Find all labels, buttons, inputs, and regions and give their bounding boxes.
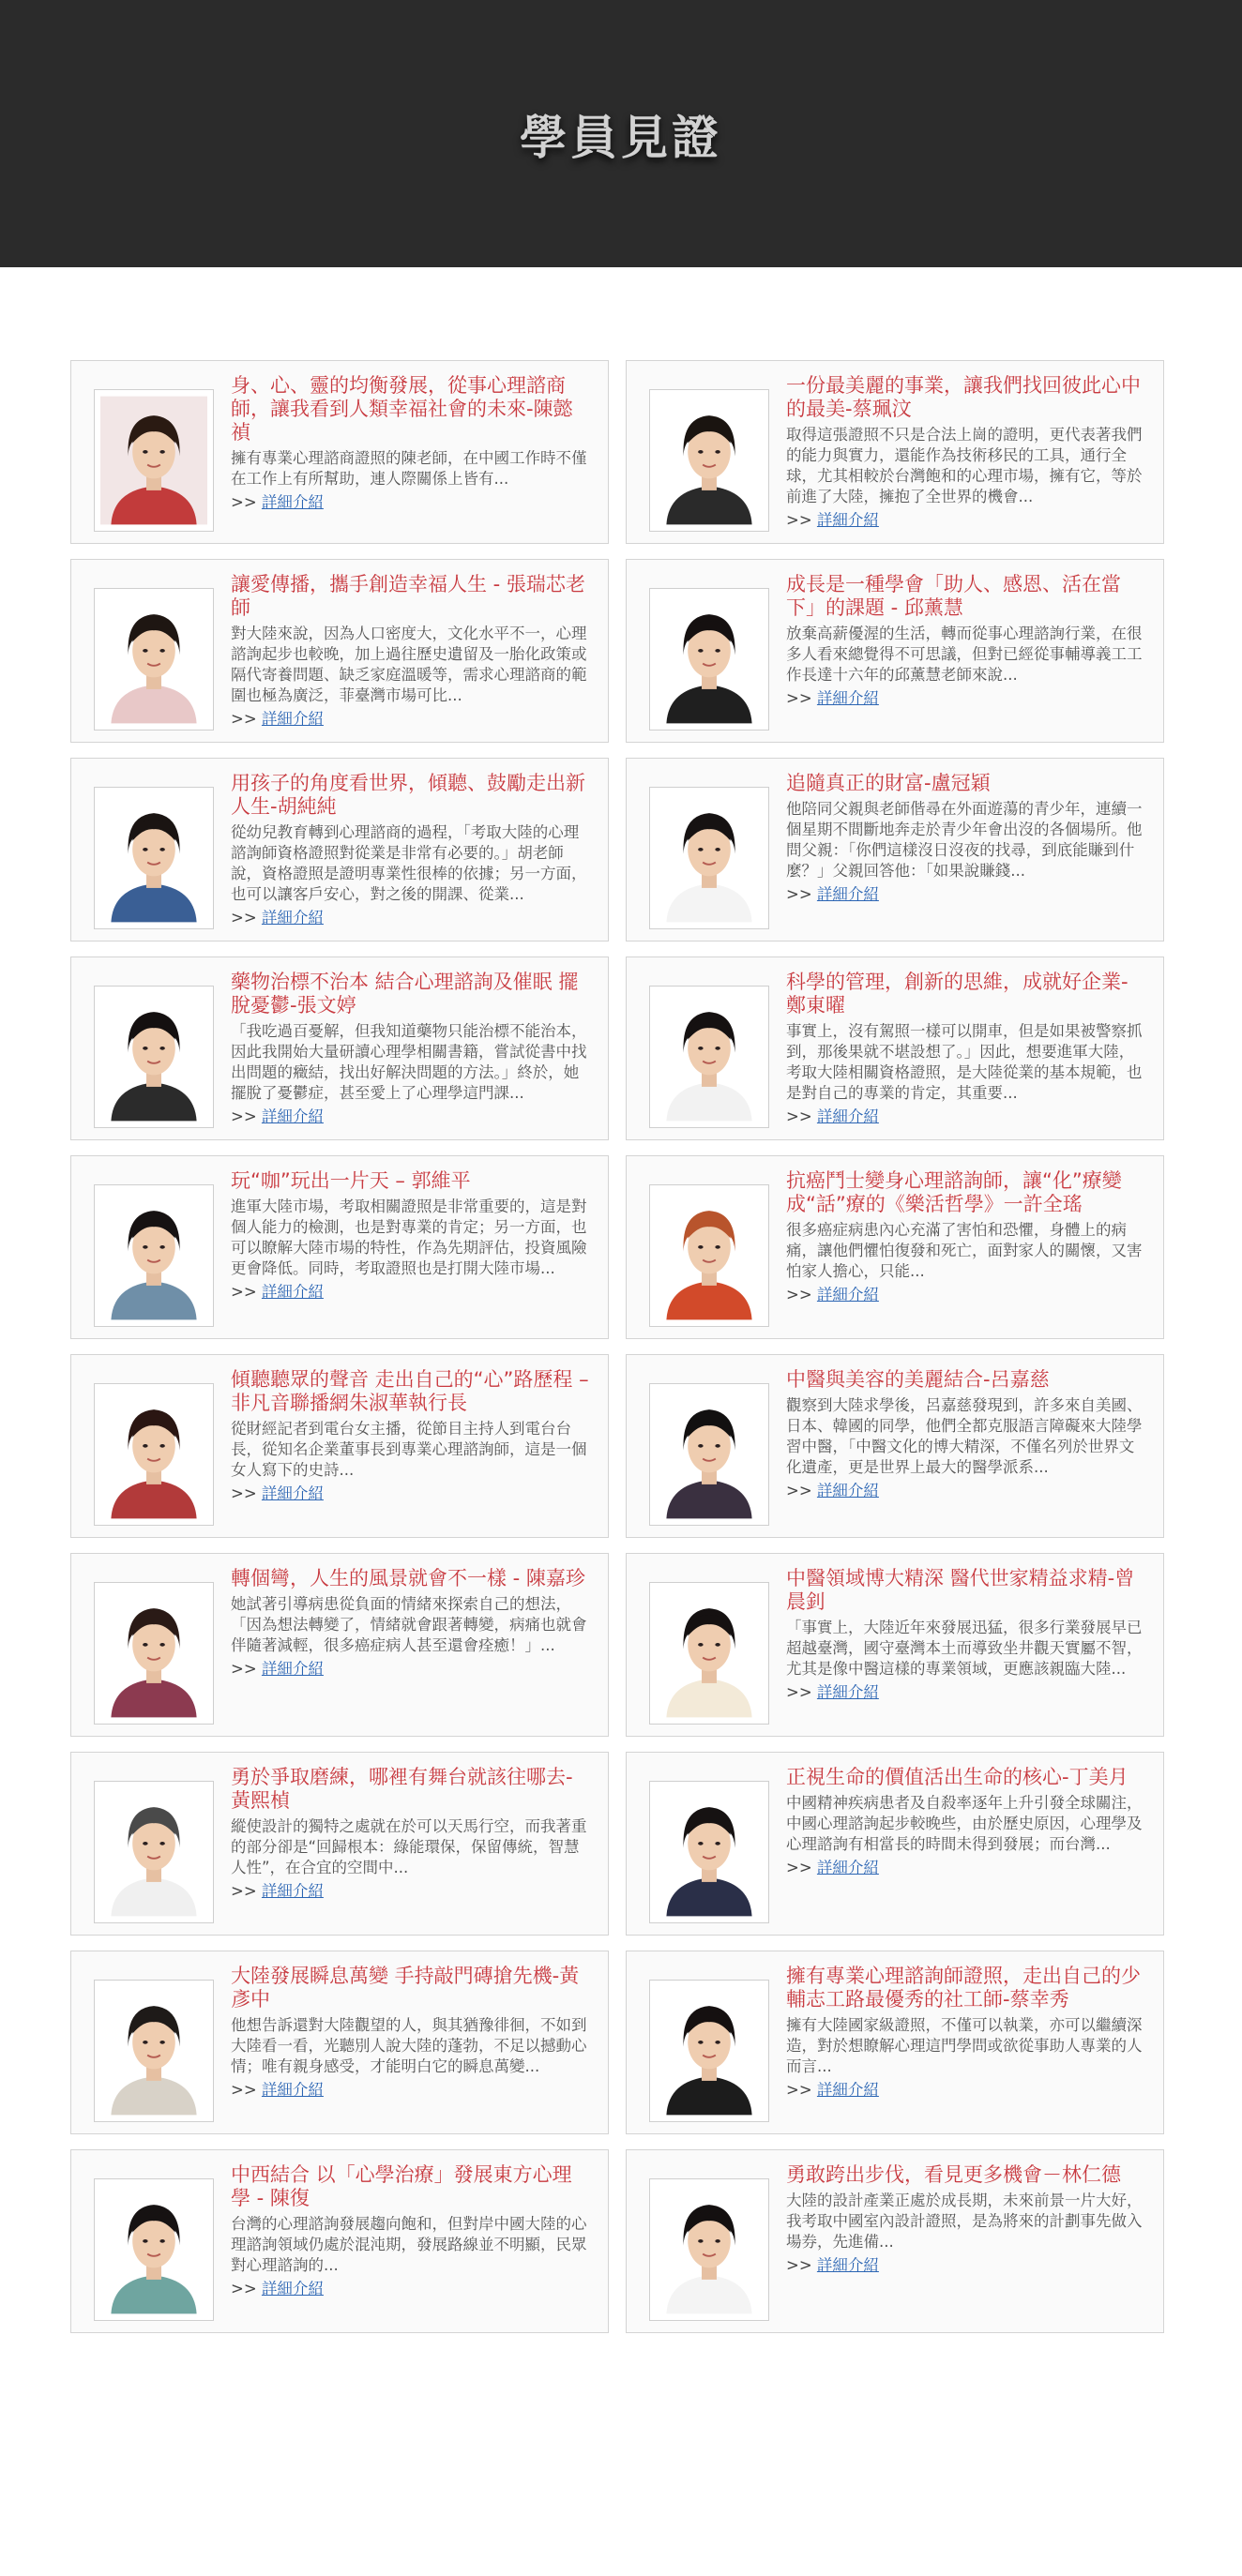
portrait-image: [656, 1390, 763, 1519]
page-banner: [0, 0, 1242, 267]
testimonial-title[interactable]: 大陸發展瞬息萬變 手持敲門磚搶先機-黃彥中: [231, 1965, 580, 2011]
portrait-image: [100, 793, 207, 923]
page-title: 學員見證: [520, 110, 722, 165]
portrait-image: [656, 793, 763, 923]
details-link[interactable]: 詳細介紹: [816, 511, 879, 529]
testimonial-info: [786, 1368, 1154, 1502]
more-arrow: >>: [231, 2081, 262, 2099]
more-arrow: >>: [786, 689, 817, 707]
more-row: [786, 1106, 1146, 1128]
testimonial-summary: 中國精神疾病患者及自殺率逐年上升引發全球關注，中國心理諮詢起步較晚些，由於歷史原因，心理學及心理諮詢有相當長的時間未得到發展；而台灣...: [786, 1794, 1143, 1853]
more-row: [786, 509, 1146, 532]
portrait-frame[interactable]: [649, 1582, 769, 1725]
testimonial-summary: 大陸的設計產業正處於成長期，未來前景一片大好，我考取中國室內設計證照，是為將來的計劃事先做入場券，先進備...: [786, 2192, 1143, 2251]
testimonial-summary: 事實上，沒有駕照一樣可以開車，但是如果被警察抓到，那後果就不堪設想了。」因此，想要進軍大陸，考取大陸相關資格證照，是大陸從業的基本規範，也是對自己的專業的肯定，其重要...: [786, 1022, 1143, 1102]
testimonial-title[interactable]: 擁有專業心理諮詢師證照，走出自己的少輔志工路最優秀的社工師-蔡幸秀: [786, 1965, 1141, 2011]
testimonial-info: [786, 1965, 1154, 2101]
portrait-image: [100, 2185, 207, 2314]
testimonial-card: [626, 1752, 1164, 1936]
testimonial-info: [231, 772, 598, 929]
testimonial-info: [231, 374, 598, 514]
testimonial-summary: 「事實上，大陸近年來發展迅猛，很多行業發展早已超越臺灣，國守臺灣本土而導致坐井觀天實屬不智，尤其是像中醫這樣的專業領域，更應該親臨大陸...: [786, 1619, 1143, 1678]
more-arrow: >>: [231, 2280, 262, 2297]
portrait-frame[interactable]: [94, 588, 214, 731]
details-link[interactable]: 詳細介紹: [261, 1882, 324, 1900]
testimonial-title[interactable]: 科學的管理，創新的思維，成就好企業-鄭東曜: [786, 971, 1128, 1017]
testimonial-card: [70, 1553, 609, 1737]
testimonial-card: [70, 1951, 609, 2134]
more-row: [231, 491, 591, 514]
portrait-frame[interactable]: [649, 1383, 769, 1526]
testimonial-card: [626, 1354, 1164, 1538]
testimonial-title[interactable]: 中西結合 以「心學治療」發展東方心理學 - 陳復: [231, 2163, 572, 2209]
testimonial-summary: 他陪同父親與老師偕尋在外面遊蕩的青少年，連續一個星期不間斷地奔走於青少年會出沒的各個場所。他問父親：「你們這樣沒日沒夜的找尋，到底能賺到什麼？」父親回答他：「如果說賺錢...: [786, 800, 1143, 880]
portrait-frame[interactable]: [649, 588, 769, 731]
testimonial-info: [231, 1766, 598, 1903]
testimonial-summary: 縱使設計的獨特之處就在於可以天馬行空，而我著重的部分卻是“回歸根本：綠能環保，保留傳統，智慧人性”，在合宜的空間中...: [231, 1817, 587, 1876]
testimonial-info: [786, 2163, 1154, 2277]
testimonial-title[interactable]: 玩“咖”玩出一片天 – 郭維平: [231, 1169, 471, 1192]
testimonial-summary: 擁有大陸國家級證照，不僅可以執業，亦可以繼續深造，對於想瞭解心理這門學問或欲從事助人專業的人而言...: [786, 2016, 1143, 2075]
more-row: [231, 1106, 591, 1128]
testimonial-title[interactable]: 勇敢跨出步伐，看見更多機會－林仁德: [786, 2163, 1121, 2186]
testimonial-info: [231, 573, 598, 731]
testimonial-info: [231, 971, 598, 1128]
testimonial-title[interactable]: 抗癌鬥士變身心理諮詢師，讓“化”療變成“話”療的《樂活哲學》一許全瑤: [786, 1169, 1122, 1215]
more-row: [786, 1681, 1146, 1704]
testimonial-card: [626, 2149, 1164, 2333]
testimonial-card: [70, 1155, 609, 1339]
testimonial-title[interactable]: 藥物治標不治本 結合心理諮詢及催眠 擺脫憂鬱-張文婷: [231, 971, 579, 1017]
more-arrow: >>: [786, 1107, 817, 1125]
testimonial-info: [786, 374, 1154, 532]
portrait-frame[interactable]: [94, 1184, 214, 1327]
more-arrow: >>: [786, 1286, 817, 1303]
portrait-image: [656, 595, 763, 724]
portrait-image: [656, 1787, 763, 1917]
details-link[interactable]: 詳細介紹: [261, 2280, 324, 2297]
portrait-frame[interactable]: [94, 1582, 214, 1725]
testimonial-info: [786, 1766, 1154, 1879]
details-link[interactable]: 詳細介紹: [261, 1107, 324, 1125]
details-link[interactable]: 詳細介紹: [261, 1484, 324, 1502]
more-arrow: >>: [786, 511, 817, 529]
testimonial-info: [786, 971, 1154, 1128]
testimonial-info: [231, 1567, 598, 1680]
more-row: [231, 1880, 591, 1903]
more-row: [786, 1284, 1146, 1306]
portrait-image: [100, 992, 207, 1122]
portrait-frame[interactable]: [649, 1980, 769, 2122]
testimonial-title[interactable]: 用孩子的角度看世界，傾聽、鼓勵走出新人生-胡純純: [231, 772, 585, 818]
more-arrow: >>: [231, 909, 262, 926]
more-arrow: >>: [786, 1859, 817, 1876]
testimonial-title[interactable]: 身、心、靈的均衡發展，從事心理諮商師，讓我看到人類幸福社會的未來-陳懿禎: [231, 374, 573, 444]
testimonial-title[interactable]: 正視生命的價值活出生命的核心-丁美月: [786, 1766, 1128, 1788]
testimonial-summary: 從幼兒教育轉到心理諮商的過程，「考取大陸的心理諮詢師資格證照對從業是非常有必要的。」胡老師說，資格證照是證明專業性很棒的依據；另一方面，也可以讓客戶安心，對之後的開課、從業...: [231, 823, 587, 903]
more-row: [786, 2254, 1146, 2277]
portrait-frame[interactable]: [94, 389, 214, 532]
more-arrow: >>: [786, 2256, 817, 2274]
portrait-image: [656, 992, 763, 1122]
portrait-image: [100, 595, 207, 724]
details-link[interactable]: 詳細介紹: [816, 885, 879, 903]
testimonial-summary: 從財經記者到電台女主播，從節目主持人到電台台長，從知名企業董事長到專業心理諮詢師，這是一個女人寫下的史詩...: [231, 1420, 587, 1479]
testimonial-info: [786, 772, 1154, 906]
details-link[interactable]: 詳細介紹: [816, 1482, 879, 1499]
testimonial-title[interactable]: 追隨真正的財富-盧冠穎: [786, 772, 991, 794]
details-link[interactable]: 詳細介紹: [816, 1683, 879, 1701]
more-arrow: >>: [231, 1484, 262, 1502]
more-arrow: >>: [231, 1660, 262, 1678]
testimonial-title[interactable]: 讓愛傳播，攜手創造幸福人生 - 張瑞芯老師: [231, 573, 585, 619]
details-link[interactable]: 詳細介紹: [816, 1859, 879, 1876]
portrait-frame[interactable]: [94, 986, 214, 1128]
testimonial-grid: [70, 360, 1164, 2348]
more-row: [231, 708, 591, 731]
portrait-image: [656, 396, 763, 525]
details-link[interactable]: 詳細介紹: [816, 1286, 879, 1303]
portrait-frame[interactable]: [94, 787, 214, 929]
more-row: [786, 1857, 1146, 1879]
portrait-frame[interactable]: [94, 2178, 214, 2321]
portrait-image: [656, 1191, 763, 1320]
testimonial-summary: 很多癌症病患內心充滿了害怕和恐懼，身體上的病痛，讓他們懼怕復發和死亡，面對家人的關懷，又害怕家人擔心，只能...: [786, 1221, 1143, 1280]
testimonial-card: [626, 758, 1164, 942]
more-row: [231, 2278, 591, 2300]
details-link[interactable]: 詳細介紹: [261, 1660, 324, 1678]
testimonial-summary: 擁有專業心理諮商證照的陳老師，在中國工作時不僅在工作上有所幫助，連人際關係上皆有...: [231, 449, 587, 488]
details-link[interactable]: 詳細介紹: [261, 710, 324, 728]
testimonial-title[interactable]: 傾聽聽眾的聲音 走出自己的“心”路歷程 – 非凡音聯播網朱淑華執行長: [231, 1368, 589, 1414]
more-arrow: >>: [786, 1683, 817, 1701]
testimonial-card: [626, 1951, 1164, 2134]
portrait-image: [100, 1589, 207, 1718]
testimonial-title[interactable]: 中醫領域博大精深 醫代世家精益求精-曾晨釗: [786, 1567, 1135, 1613]
details-link[interactable]: 詳細介紹: [816, 2256, 879, 2274]
more-row: [786, 2079, 1146, 2101]
testimonial-info: [231, 2163, 598, 2300]
details-link[interactable]: 詳細介紹: [261, 909, 324, 926]
portrait-frame[interactable]: [94, 1383, 214, 1526]
testimonial-card: [626, 360, 1164, 544]
testimonial-info: [231, 1368, 598, 1505]
portrait-frame[interactable]: [649, 389, 769, 532]
testimonial-card: [626, 1553, 1164, 1737]
portrait-frame[interactable]: [649, 1184, 769, 1327]
testimonial-card: [626, 1155, 1164, 1339]
portrait-image: [100, 396, 207, 525]
more-row: [786, 883, 1146, 906]
testimonial-title[interactable]: 成長是一種學會「助人、感恩、活在當下」的課題 - 邱薰慧: [786, 573, 1121, 619]
testimonial-summary: 取得這張證照不只是合法上崗的證明，更代表著我們的能力與實力，還能作為技術移民的工具，通行全球，尤其相較於台灣飽和的心理市場，擁有它，等於前進了大陸，擁抱了全世界的機會...: [786, 426, 1143, 505]
portrait-image: [656, 1589, 763, 1718]
testimonial-card: [70, 1354, 609, 1538]
testimonial-card: [70, 758, 609, 942]
testimonial-info: [231, 1965, 598, 2101]
details-link[interactable]: 詳細介紹: [816, 2081, 879, 2099]
testimonial-summary: 觀察到大陸求學後，呂嘉慈發現到，許多來自美國、日本、韓國的同學，他們全都克服語言障礙來大陸學習中醫，「中醫文化的博大精深，不僅名列於世界文化遺產，更是世界上最大的醫學派系...: [786, 1396, 1143, 1476]
testimonial-summary: 「我吃過百憂解，但我知道藥物只能治標不能治本，因此我開始大量研讀心理學相關書籍，嘗試從書中找出問題的癥結，找出好解決問題的方法。」終於，她擺脫了憂鬱症，甚至愛上了心理學這門課...: [231, 1022, 587, 1102]
portrait-frame[interactable]: [649, 787, 769, 929]
testimonial-card: [70, 559, 609, 743]
more-arrow: >>: [786, 1482, 817, 1499]
testimonial-info: [786, 1567, 1154, 1704]
more-row: [231, 907, 591, 929]
testimonial-info: [231, 1169, 598, 1303]
more-row: [231, 1281, 591, 1303]
portrait-frame[interactable]: [649, 986, 769, 1128]
more-row: [231, 1483, 591, 1505]
portrait-image: [100, 1986, 207, 2116]
more-row: [786, 1480, 1146, 1502]
portrait-image: [100, 1191, 207, 1320]
testimonial-info: [786, 1169, 1154, 1306]
more-arrow: >>: [786, 2081, 817, 2099]
testimonial-card: [70, 2149, 609, 2333]
more-arrow: >>: [231, 1107, 262, 1125]
testimonial-summary: 他想告訴還對大陸觀望的人，與其猶豫徘徊，不如到大陸看一看，光聽別人說大陸的蓬勃，不足以撼動心情；唯有親身感受，才能明白它的瞬息萬變...: [231, 2016, 587, 2075]
details-link[interactable]: 詳細介紹: [816, 1107, 879, 1125]
testimonial-summary: 對大陸來說，因為人口密度大，文化水平不一，心理諮詢起步也較晚，加上過往歷史遺留及一胎化政策或隔代寄養問題、缺乏家庭溫暖等，需求心理諮商的範圍也極為廣泛，菲臺灣市場可比...: [231, 625, 587, 704]
details-link[interactable]: 詳細介紹: [261, 2081, 324, 2099]
testimonial-summary: 她試著引導病患從負面的情緒來探索自己的想法，「因為想法轉變了，情緒就會跟著轉變，病痛也就會伴隨著減輕，很多癌症病人甚至還會痊癒！」...: [231, 1595, 587, 1654]
testimonial-summary: 進軍大陸市場，考取相關證照是非常重要的，這是對個人能力的檢測，也是對專業的肯定；另一方面，也可以瞭解大陸市場的特性，作為先期評估，投資風險更會降低。同時，考取證照也是打開大陸市場...: [231, 1198, 587, 1277]
testimonial-info: [786, 573, 1154, 710]
portrait-image: [100, 1787, 207, 1917]
testimonial-title[interactable]: 中醫與美容的美麗結合-呂嘉慈: [786, 1368, 1050, 1391]
more-arrow: >>: [231, 710, 262, 728]
testimonial-card: [626, 559, 1164, 743]
more-arrow: >>: [231, 493, 262, 511]
more-arrow: >>: [231, 1882, 262, 1900]
portrait-frame[interactable]: [94, 1980, 214, 2122]
details-link[interactable]: 詳細介紹: [261, 493, 324, 511]
testimonial-title[interactable]: 轉個彎，人生的風景就會不一樣 - 陳嘉珍: [231, 1567, 585, 1589]
testimonial-title[interactable]: 一份最美麗的事業，讓我們找回彼此心中的最美-蔡珮汶: [786, 374, 1141, 420]
testimonial-card: [70, 1752, 609, 1936]
testimonial-summary: 台灣的心理諮詢發展趨向飽和，但對岸中國大陸的心理諮詢領域仍處於混沌期，發展路線並不明顯，民眾對心理諮詢的...: [231, 2215, 587, 2274]
portrait-frame[interactable]: [649, 1781, 769, 1923]
portrait-frame[interactable]: [94, 1781, 214, 1923]
testimonial-title[interactable]: 勇於爭取磨練，哪裡有舞台就該往哪去-黃熙楨: [231, 1766, 573, 1812]
portrait-image: [656, 2185, 763, 2314]
more-arrow: >>: [231, 1283, 262, 1301]
details-link[interactable]: 詳細介紹: [261, 1283, 324, 1301]
more-row: [786, 687, 1146, 710]
testimonial-summary: 放棄高薪優渥的生活，轉而從事心理諮詢行業，在很多人看來總覺得不可思議，但對已經從事輔導義工工作長達十六年的邱薰慧老師來說...: [786, 625, 1143, 684]
more-row: [231, 1658, 591, 1680]
more-arrow: >>: [786, 885, 817, 903]
details-link[interactable]: 詳細介紹: [816, 689, 879, 707]
portrait-frame[interactable]: [649, 2178, 769, 2321]
portrait-image: [100, 1390, 207, 1519]
testimonial-card: [70, 360, 609, 544]
portrait-image: [656, 1986, 763, 2116]
more-row: [231, 2079, 591, 2101]
testimonial-card: [70, 957, 609, 1140]
testimonial-card: [626, 957, 1164, 1140]
